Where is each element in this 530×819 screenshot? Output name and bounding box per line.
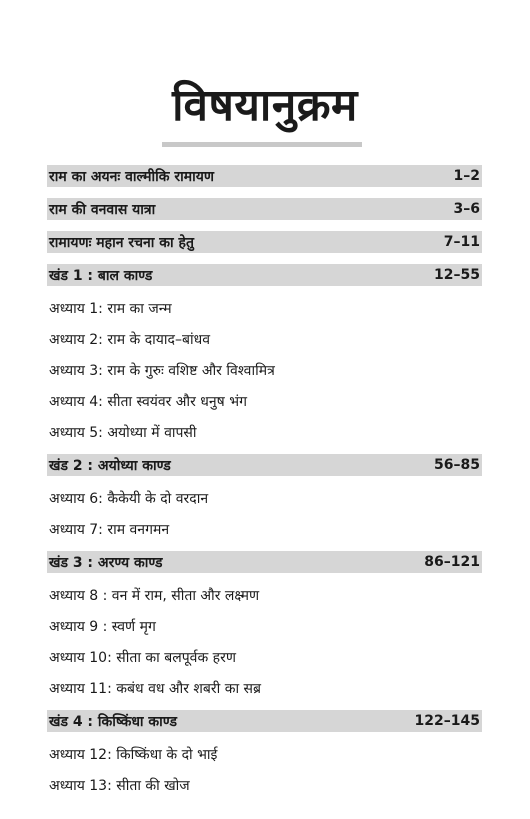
chapter-row bbox=[47, 421, 482, 443]
section-row bbox=[47, 165, 482, 187]
page-range: 3–6 bbox=[453, 201, 480, 217]
section-title: खंड 1 : बाल काण्ड bbox=[49, 267, 153, 284]
page-range: 86–121 bbox=[424, 554, 480, 570]
chapter-title: अध्याय 2: राम के दायाद–बांधव bbox=[49, 331, 210, 348]
chapter-row bbox=[47, 615, 482, 637]
section-title: रामायणः महान रचना का हेतु bbox=[49, 234, 194, 251]
section-row bbox=[47, 710, 482, 732]
chapter-title: अध्याय 11: कबंध वध और शबरी का सब्र bbox=[49, 680, 262, 697]
section-title: खंड 4 : किष्किंधा काण्ड bbox=[49, 713, 177, 730]
chapter-title: अध्याय 5: अयोध्या में वापसी bbox=[49, 424, 197, 441]
chapter-row bbox=[47, 646, 482, 668]
chapter-title: अध्याय 13: सीता की खोज bbox=[49, 777, 190, 794]
chapter-title: अध्याय 10: सीता का बलपूर्वक हरण bbox=[49, 649, 236, 666]
chapter-title: अध्याय 7: राम वनगमन bbox=[49, 521, 170, 538]
section-title: खंड 2 : अयोध्या काण्ड bbox=[49, 457, 171, 474]
table-of-contents bbox=[47, 165, 482, 805]
page-range: 122–145 bbox=[414, 713, 480, 729]
chapter-row bbox=[47, 518, 482, 540]
page-range: 56–85 bbox=[434, 457, 480, 473]
page-title: विषयानुक्रम bbox=[172, 80, 358, 131]
page-range: 1–2 bbox=[453, 168, 480, 184]
section-row bbox=[47, 198, 482, 220]
chapter-row bbox=[47, 390, 482, 412]
chapter-row bbox=[47, 584, 482, 606]
chapter-row bbox=[47, 359, 482, 381]
chapter-row bbox=[47, 297, 482, 319]
chapter-row bbox=[47, 487, 482, 509]
section-row bbox=[47, 551, 482, 573]
chapter-row bbox=[47, 774, 482, 796]
chapter-title: अध्याय 8 : वन में राम, सीता और लक्ष्मण bbox=[49, 587, 260, 604]
section-row bbox=[47, 264, 482, 286]
chapter-row bbox=[47, 328, 482, 350]
page-range: 12–55 bbox=[434, 267, 480, 283]
chapter-title: अध्याय 4: सीता स्वयंवर और धनुष भंग bbox=[49, 393, 247, 410]
chapter-title: अध्याय 3: राम के गुरुः वशिष्ट और विश्वामित्र bbox=[49, 362, 275, 379]
section-row bbox=[47, 454, 482, 476]
chapter-title: अध्याय 6: कैकेयी के दो वरदान bbox=[49, 490, 209, 507]
chapter-title: अध्याय 9 : स्वर्ण मृग bbox=[49, 618, 156, 635]
section-row bbox=[47, 231, 482, 253]
page-range: 7–11 bbox=[443, 234, 480, 250]
chapter-title: अध्याय 12: किष्किंधा के दो भाई bbox=[49, 746, 218, 763]
chapter-row bbox=[47, 743, 482, 765]
section-title: राम का अयनः वाल्मीकि रामायण bbox=[49, 168, 214, 185]
chapter-title: अध्याय 1: राम का जन्म bbox=[49, 300, 172, 317]
title-underline bbox=[162, 142, 362, 147]
section-title: राम की वनवास यात्रा bbox=[49, 201, 156, 218]
chapter-row bbox=[47, 677, 482, 699]
section-title: खंड 3 : अरण्य काण्ड bbox=[49, 554, 163, 571]
